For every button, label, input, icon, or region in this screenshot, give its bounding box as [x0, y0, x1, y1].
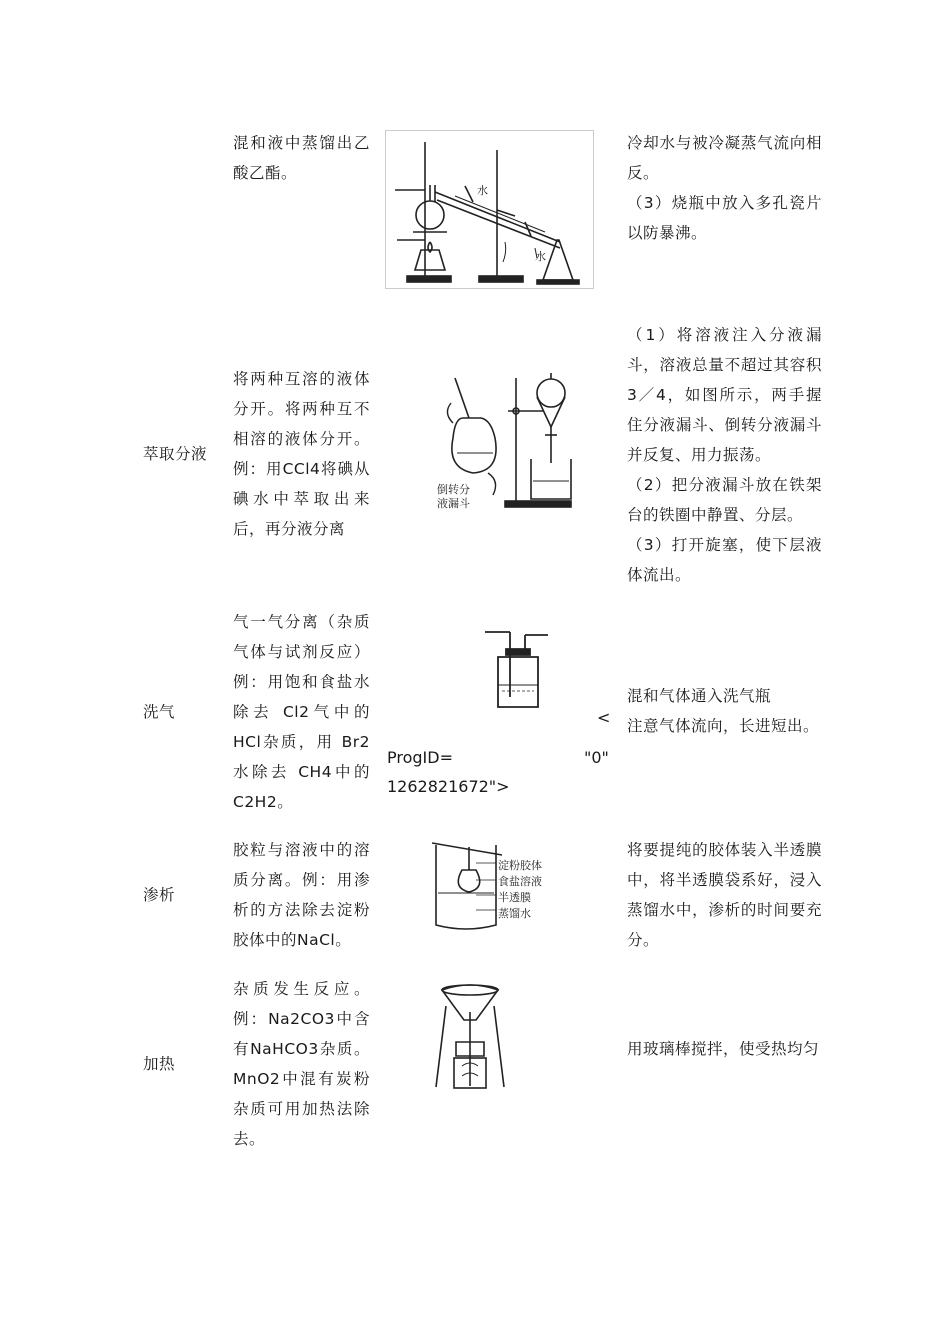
desc-distillation: 混和液中蒸馏出乙酸乙酯。: [233, 134, 370, 182]
label-membrane: 半透膜: [498, 891, 531, 904]
desc-gas-washing: 气一气分离（杂质气体与试剂反应）例：用饱和食盐水除去 Cl2气中的HCl杂质，用 Br2水除去 CH4中的C2H2。: [233, 613, 370, 811]
heating-tripod-figure: [432, 982, 512, 1092]
progid-tail: 1262821672">: [387, 777, 510, 796]
method-heating: 加热: [143, 1055, 176, 1073]
note-line: （3）打开旋塞，使下层液体流出。: [627, 536, 822, 584]
note-line: （3）烧瓶中放入多孔瓷片以防暴沸。: [627, 194, 822, 242]
note-dialysis: [627, 835, 822, 955]
label-invert-2: 液漏斗: [437, 497, 470, 510]
progid-lt: <: [597, 708, 611, 727]
note-line: 冷却水与被冷凝蒸气流向相反。: [627, 134, 822, 182]
gas-washing-bottle-figure: [480, 627, 555, 712]
desc-extraction: 将两种互溶的液体分开。将两种互不相溶的液体分开。例：用CCl4将碘从碘水中萃取出来后，再分液分离: [233, 370, 370, 538]
progid-zero: "0": [584, 748, 609, 767]
label-water-out: 水: [535, 250, 546, 263]
label-distilled-water: 蒸馏水: [498, 907, 531, 920]
note-gas-washing: [627, 681, 832, 741]
desc-heating: 杂质发生反应。例：Na2CO3中含有NaHCO3杂质。MnO2中混有炭粉杂质可用加热法除去。: [233, 980, 370, 1148]
note-line: 用玻璃棒搅拌，使受热均匀: [627, 1040, 820, 1058]
method-extraction: 萃取分液: [143, 445, 208, 463]
separatory-funnel-figure: [433, 363, 583, 518]
note-line: （1）将溶液注入分液漏斗，溶液总量不超过其容积3／4，如图所示，两手握住分液漏斗、倒转分液漏斗并反复、用力振荡。: [627, 326, 822, 464]
note-line: 混和气体通入洗气瓶: [627, 687, 772, 705]
label-salt-solution: 食盐溶液: [498, 875, 542, 888]
method-gas-washing: 洗气: [143, 703, 176, 721]
note-heating: [627, 1034, 822, 1064]
progid-label: ProgID=: [387, 748, 453, 767]
label-water-in: 水: [477, 184, 488, 197]
note-line: （2）把分液漏斗放在铁架台的铁圈中静置、分层。: [627, 476, 822, 524]
note-extraction: [627, 320, 822, 590]
dialysis-figure: [432, 835, 557, 935]
note-distillation: [627, 128, 822, 248]
desc-dialysis: 胶粒与溶液中的溶质分离。例：用渗析的方法除去淀粉胶体中的NaCl。: [233, 841, 370, 949]
note-line: 将要提纯的胶体装入半透膜中，将半透膜袋系好，浸入蒸馏水中，渗析的时间要充分。: [627, 841, 822, 949]
note-line: 注意气体流向，长进短出。: [627, 717, 820, 735]
distillation-apparatus-figure: [385, 130, 595, 290]
method-dialysis: 渗析: [143, 886, 176, 904]
label-invert-1: 倒转分: [437, 483, 470, 496]
label-starch-colloid: 淀粉胶体: [498, 859, 542, 872]
